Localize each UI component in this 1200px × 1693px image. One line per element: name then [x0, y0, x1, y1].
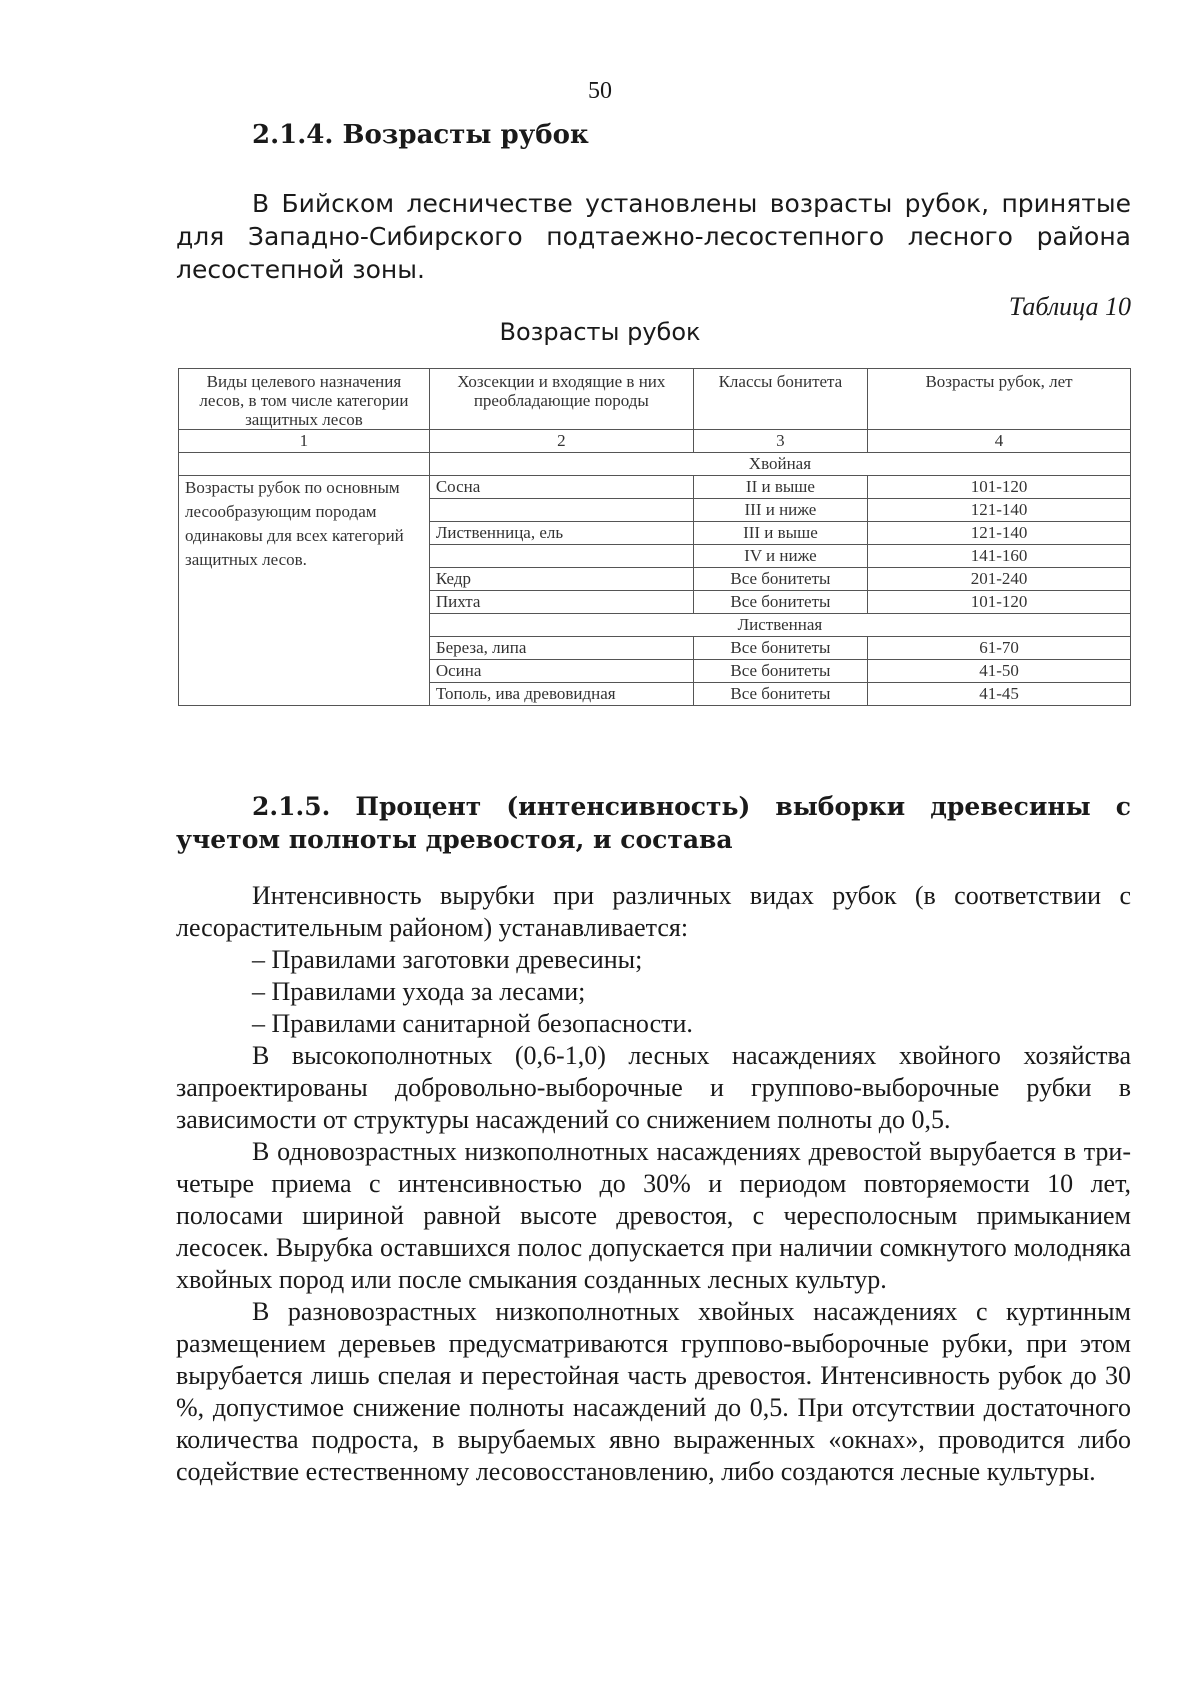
purpose-description-cell: Возрасты рубок по основным лесообразующим породам одинаковы для всех категорий защитных лесов.: [179, 476, 430, 706]
site-class-cell: II и выше: [693, 476, 867, 499]
cutting-age-cell: 121-140: [868, 522, 1131, 545]
species-cell: Береза, липа: [429, 637, 693, 660]
table-caption: Таблица 10: [1008, 292, 1131, 321]
species-cell: Тополь, ива древовидная: [429, 683, 693, 706]
section-heading-2-1-4: 2.1.4. Возрасты рубок: [252, 120, 589, 150]
species-cell: [429, 545, 693, 568]
list-item: – Правилами ухода за лесами;: [252, 977, 586, 1006]
group-name: Лиственная: [429, 614, 1130, 637]
site-class-cell: Все бонитеты: [693, 591, 867, 614]
table-header-cell: Возрасты рубок, лет: [868, 369, 1131, 430]
column-number: 4: [868, 430, 1131, 453]
group-row: [179, 453, 1131, 476]
cutting-age-cell: 121-140: [868, 499, 1131, 522]
group-name: Хвойная: [429, 453, 1130, 476]
column-number-row: [179, 430, 1131, 453]
empty-cell: [179, 453, 430, 476]
list-item: – Правилами заготовки древесины;: [252, 945, 643, 974]
species-cell: Кедр: [429, 568, 693, 591]
column-number: 1: [179, 430, 430, 453]
species-cell: [429, 499, 693, 522]
species-cell: Пихта: [429, 591, 693, 614]
cutting-age-cell: 201-240: [868, 568, 1131, 591]
section-heading-2-1-5: 2.1.5. Процент (интенсивность) выборки древесины с учетом полноты древостоя, и состава: [176, 792, 1131, 854]
site-class-cell: IV и ниже: [693, 545, 867, 568]
cutting-age-cell: 141-160: [868, 545, 1131, 568]
site-class-cell: III и выше: [693, 522, 867, 545]
cutting-age-cell: 41-50: [868, 660, 1131, 683]
list-item: – Правилами санитарной безопасности.: [252, 1009, 693, 1038]
body-paragraph: В одновозрастных низкополнотных насаждениях древостой вырубается в три-четыре приема с интенсивностью до 30% и периодом повторяемости 10 лет, полосами шириной равной высоте древостоя, с чересполосным примыканием лесосек. Вырубка оставшихся полос допускается при наличии сомкнутого молодняка хвойных пород или после смыкания созданных лесных культур.: [176, 1137, 1131, 1294]
section-2-1-5-body: [176, 880, 1131, 1488]
cutting-age-cell: 101-120: [868, 591, 1131, 614]
site-class-cell: Все бонитеты: [693, 683, 867, 706]
table-row: [179, 476, 1131, 499]
table-header-cell: Хозсекции и входящие в них преобладающие породы: [429, 369, 693, 430]
table-header-cell: Виды целевого назначения лесов, в том числе категории защитных лесов: [179, 369, 430, 430]
table-header-cell: Классы бонитета: [693, 369, 867, 430]
species-cell: Осина: [429, 660, 693, 683]
intro-paragraph: Интенсивность вырубки при различных видах рубок (в соответствии с лесорастительным районом) устанавливается:: [176, 881, 1131, 942]
site-class-cell: III и ниже: [693, 499, 867, 522]
species-cell: Сосна: [429, 476, 693, 499]
body-paragraph: В разновозрастных низкополнотных хвойных насаждениях с куртинным размещением деревьев предусматриваются группово-выборочные рубки, при этом вырубается лишь спелая и перестойная часть древостоя. Интенсивность рубок до 30 %, допустимое снижение полноты насаждений до 0,5. При отсутствии достаточного количества подроста, в вырубаемых явно выраженных «окнах», проводится либо содействие естественному лесовосстановлению, либо создаются лесные культуры.: [176, 1297, 1131, 1486]
cutting-age-cell: 41-45: [868, 683, 1131, 706]
column-number: 3: [693, 430, 867, 453]
table-header-row: [179, 369, 1131, 430]
page-number: 50: [588, 78, 612, 104]
cutting-ages-table: [178, 368, 1131, 706]
body-paragraph: В высокополнотных (0,6-1,0) лесных насаждениях хвойного хозяйства запроектированы добровольно-выборочные и группово-выборочные рубки в зависимости от структуры насаждений со снижением полноты до 0,5.: [176, 1041, 1131, 1134]
site-class-cell: Все бонитеты: [693, 568, 867, 591]
column-number: 2: [429, 430, 693, 453]
cutting-age-cell: 61-70: [868, 637, 1131, 660]
site-class-cell: Все бонитеты: [693, 637, 867, 660]
table-title: Возрасты рубок: [499, 318, 701, 346]
species-cell: Лиственница, ель: [429, 522, 693, 545]
section-2-1-4-paragraph: В Бийском лесничестве установлены возрасты рубок, принятые для Западно-Сибирского подтаежно-лесостепного лесного района лесостепной зоны.: [176, 189, 1131, 284]
site-class-cell: Все бонитеты: [693, 660, 867, 683]
cutting-age-cell: 101-120: [868, 476, 1131, 499]
